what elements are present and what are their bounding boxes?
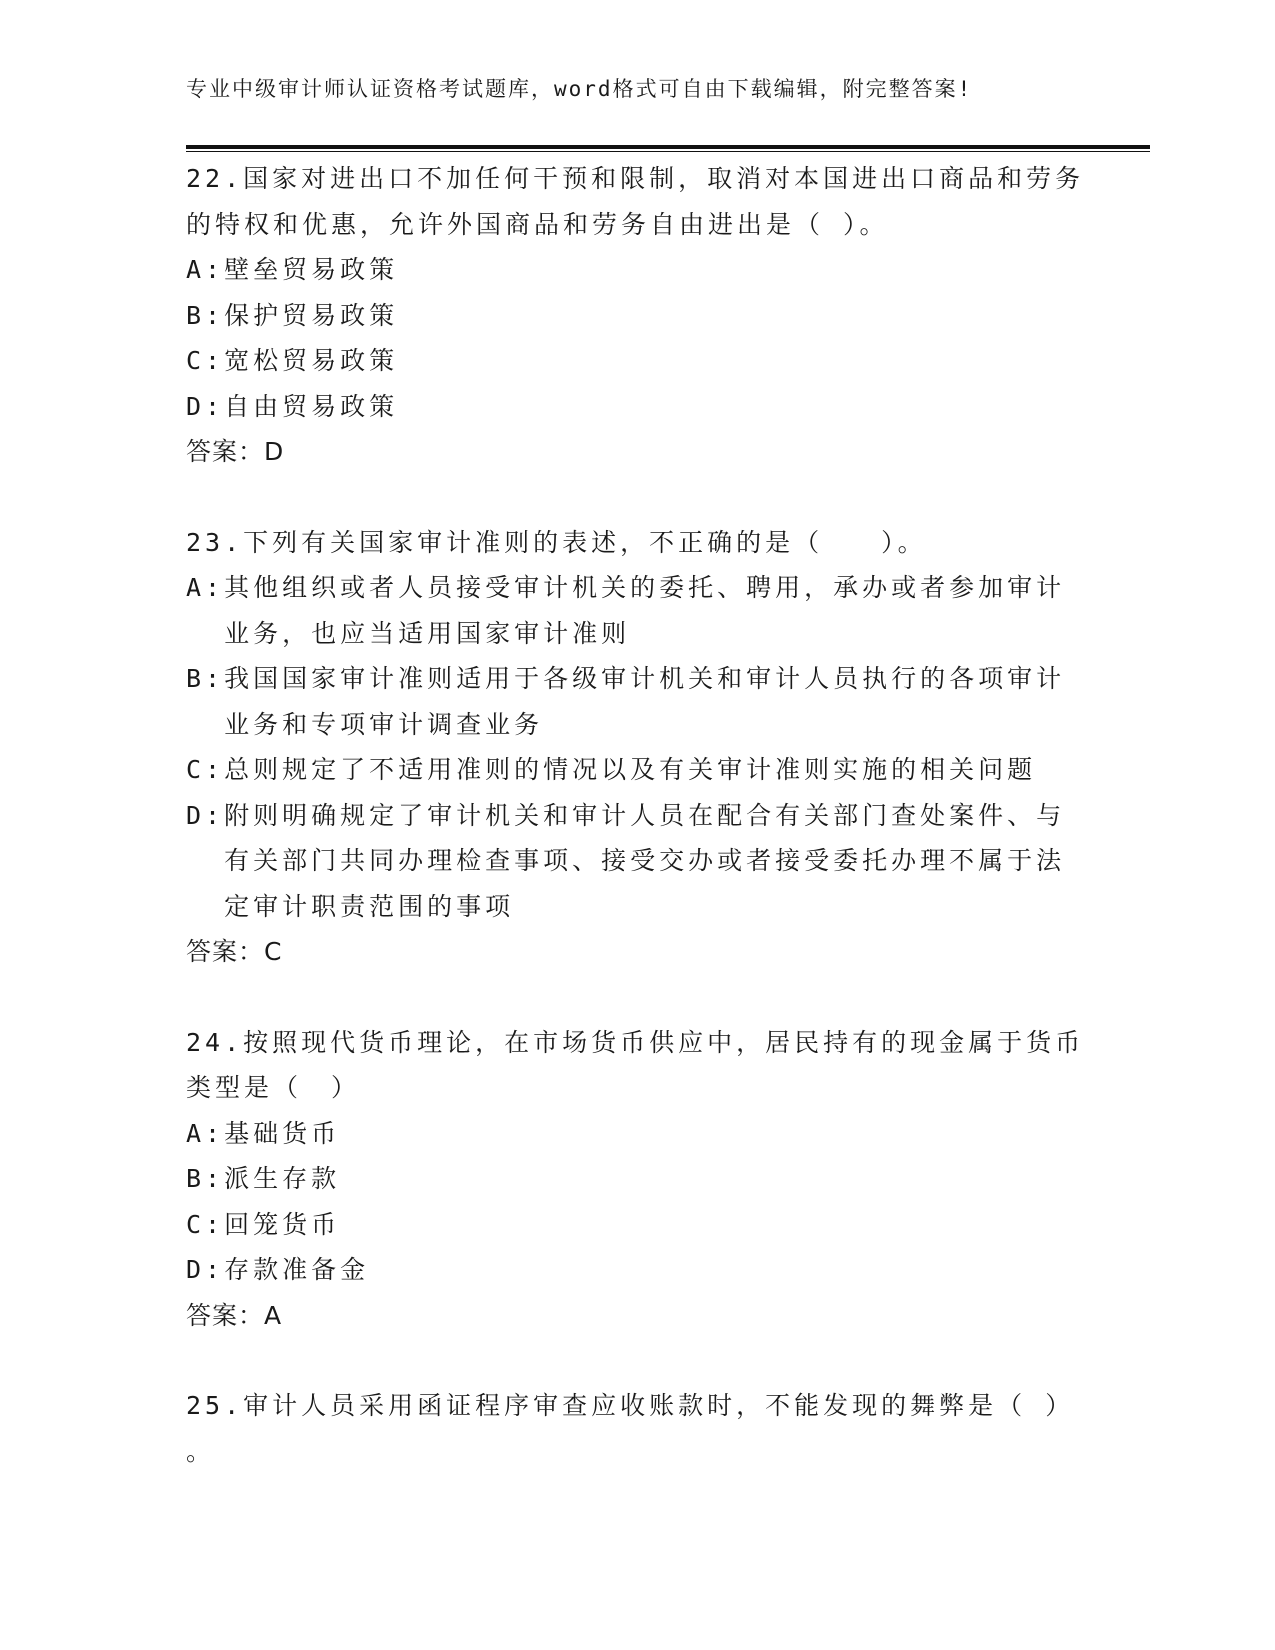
question-stem: 23.下列有关国家审计准则的表述，不正确的是（ ）。 [186,527,927,557]
header-rule-thin [186,151,1150,152]
option-text: 派生存款 [224,1164,341,1193]
option-key: A: [186,1118,225,1148]
option-c [186,338,1086,384]
option-text: 总则规定了不适用准则的情况以及有关审计准则实施的相关问题 [224,755,1037,784]
option-text: 附则明确规定了审计机关和审计人员在配合有关部门查处案件、与有关部门共同办理检查事项、接受交办或者接受委托办理不属于法定审计职责范围的事项 [224,800,1066,921]
option-key: A: [186,573,225,602]
option-key: C: [186,1209,225,1239]
question-stem: 24.按照现代货币理论，在市场货币供应中，居民持有的现金属于货币类型是（ ） [186,1027,1085,1102]
option-text: 我国国家审计准则适用于各级审计机关和审计人员执行的各项审计业务和专项审计调查业务 [224,664,1066,739]
option-key: D: [186,1255,225,1284]
answer-line: 答案：A [186,1300,283,1330]
option-key: D: [186,800,225,830]
option-b [186,293,1086,339]
question-stem: 25.审计人员采用函证程序审查应收账款时，不能发现的舞弊是（ ） [186,1391,1075,1420]
option-b [186,656,1086,747]
option-key: A: [186,255,225,284]
option-text: 基础货币 [224,1118,341,1148]
option-key: C: [186,346,225,375]
option-text: 自由贸易政策 [224,391,399,421]
question-list [186,156,1086,1474]
option-key: D: [186,391,225,421]
option-text: 回笼货币 [224,1209,341,1239]
option-a [186,565,1086,656]
option-key: B: [186,1164,225,1193]
option-text: 壁垒贸易政策 [224,255,399,284]
header-rule-thick [186,145,1150,149]
option-a [186,1111,1086,1157]
option-key: B: [186,300,225,330]
option-key: C: [186,755,225,784]
option-text: 存款准备金 [224,1255,370,1284]
question-stem: 22.国家对进出口不加任何干预和限制，取消对本国进出口商品和劳务的特权和优惠，允许外国商品和劳务自由进出是（ ）。 [186,164,1085,239]
question-stem-tail: 。 [186,1436,216,1466]
option-d [186,793,1086,930]
option-d [186,1247,1086,1293]
question-24 [186,1020,1086,1339]
answer-line: 答案：D [186,437,285,466]
option-text: 保护贸易政策 [224,300,399,330]
question-23 [186,520,1086,975]
answer-line: 答案：C [186,937,283,966]
option-a [186,247,1086,293]
question-22 [186,156,1086,475]
page-header: 专业中级审计师认证资格考试题库，word格式可自由下载编辑，附完整答案! [186,77,973,101]
option-d [186,384,1086,430]
question-25 [186,1383,1086,1474]
option-text: 其他组织或者人员接受审计机关的委托、聘用，承办或者参加审计业务，也应当适用国家审计准则 [224,573,1066,648]
option-c [186,747,1086,793]
option-c [186,1202,1086,1248]
option-text: 宽松贸易政策 [224,346,399,375]
option-b [186,1156,1086,1202]
option-key: B: [186,664,225,693]
